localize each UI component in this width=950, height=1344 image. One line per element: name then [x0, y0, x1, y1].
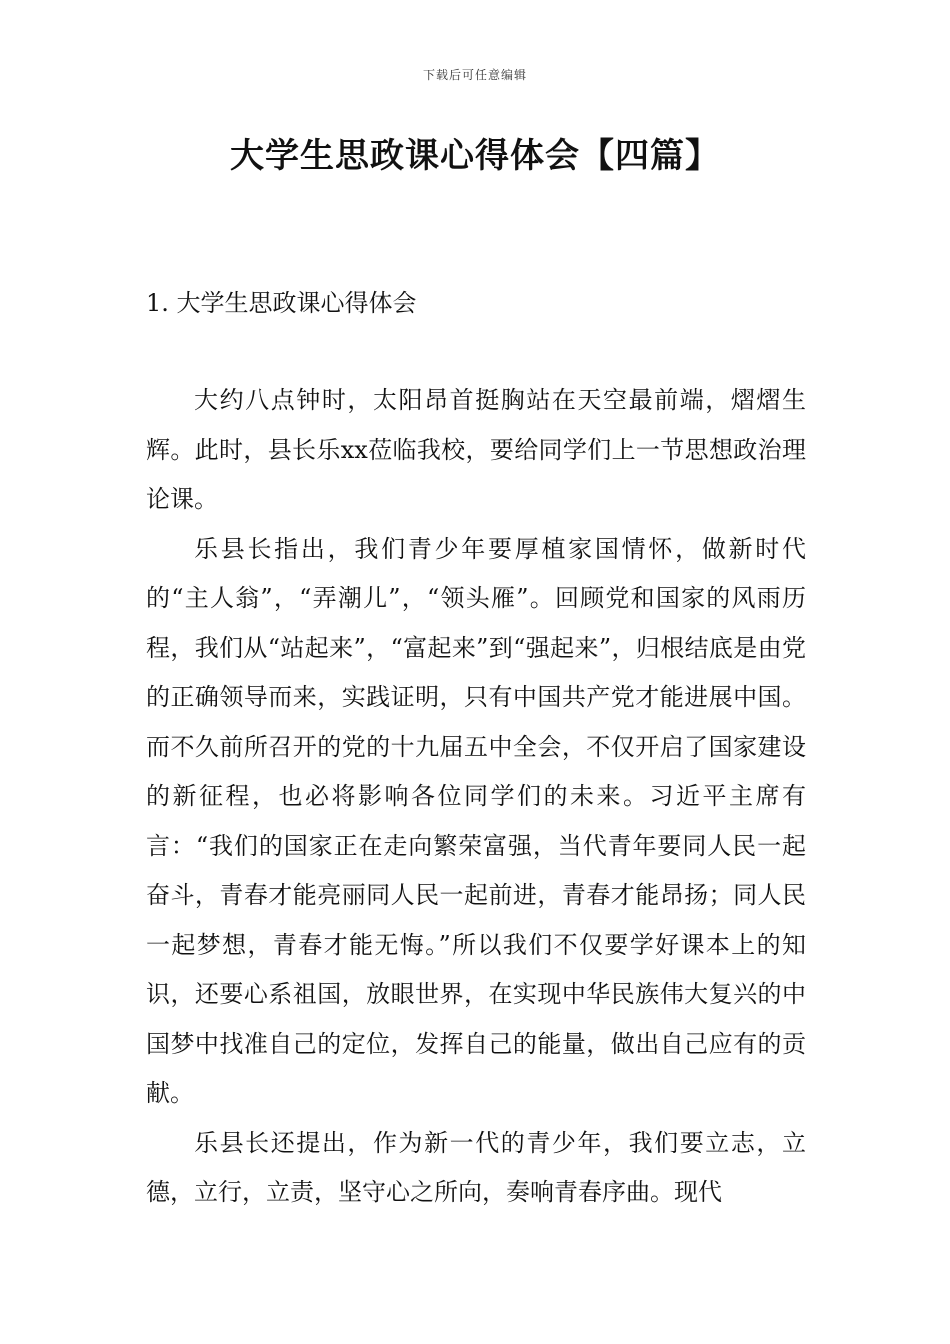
paragraph: 乐县长指出，我们青少年要厚植家国情怀，做新时代的“主人翁”，“弄潮儿”，“领头雁”。回顾党和国家的风雨历程，我们从“站起来”，“富起来”到“强起来”，归根结底是由党的正确领导而来，实践证明，只有中国共产党才能进展中国。而不久前所召开的党的十九届五中全会，不仅开启了国家建设的新征程，也必将影响各位同学们的未来。习近平主席有言：“我们的国家正在走向繁荣富强，当代青年要同人民一起奋斗，青春才能亮丽同人民一起前进，青春才能昂扬；同人民一起梦想，青春才能无悔。”所以我们不仅要学好课本上的知识，还要心系祖国，放眼世界，在实现中华民族伟大复兴的中国梦中找准自己的定位，发挥自己的能量，做出自己应有的贡献。: [146, 534, 806, 1107]
paragraph: 乐县长还提出，作为新一代的青少年，我们要立志，立德，立行，立责，坚守心之所向，奏响青春序曲。现代: [146, 1128, 806, 1206]
section-heading: 1. 大学生思政课心得体会: [146, 289, 417, 317]
body-text: [146, 376, 806, 1218]
document-title: 大学生思政课心得体会【四篇】: [230, 136, 720, 176]
paragraph: 大约八点钟时，太阳昂首挺胸站在天空最前端，熠熠生辉。此时，县长乐xx莅临我校，要给同学们上一节思想政治理论课。: [146, 386, 806, 513]
header-note: 下载后可任意编辑: [422, 68, 527, 82]
